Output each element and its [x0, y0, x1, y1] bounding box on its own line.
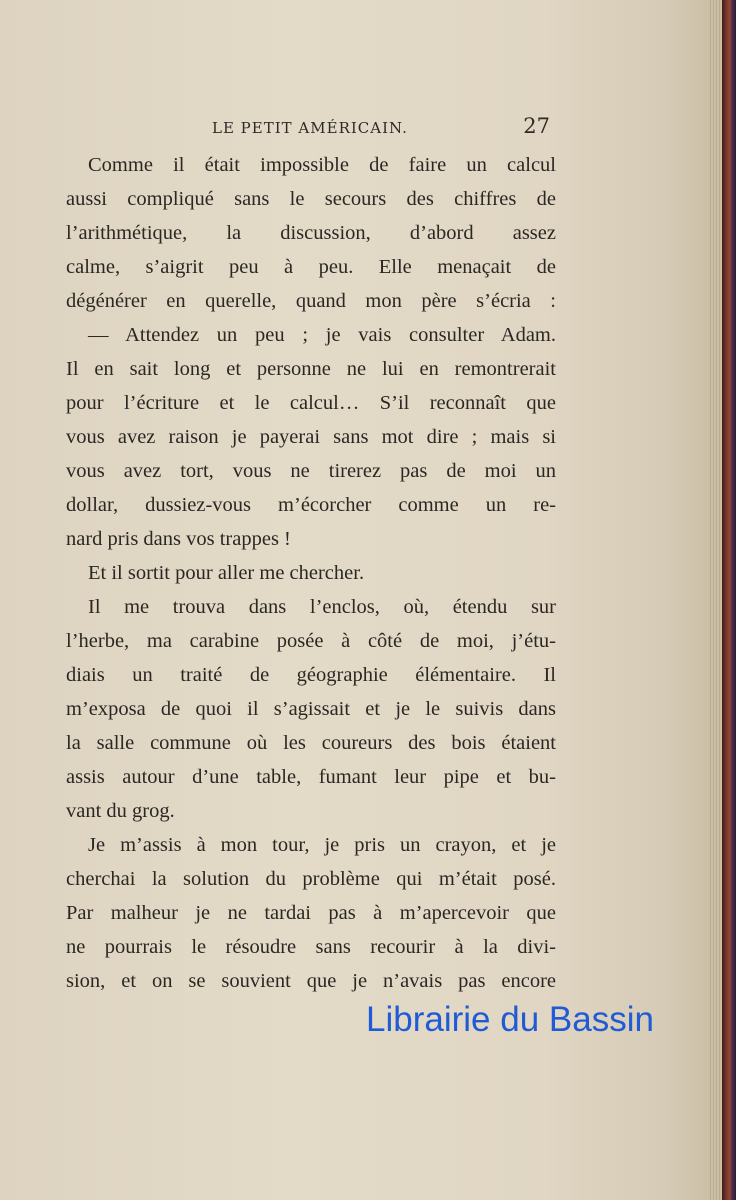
book-cover-edge: [722, 0, 736, 1200]
text-line: cherchai la solution du problème qui m’était posé.: [66, 868, 556, 890]
text-line: calme, s’aigrit peu à peu. Elle menaçait de: [66, 256, 556, 278]
page-number: 27: [523, 114, 550, 138]
running-head: [66, 114, 556, 146]
text-line: Par malheur je ne tardai pas à m’apercevoir que: [66, 902, 556, 924]
body-text: [66, 148, 556, 998]
text-line: l’arithmétique, la discussion, d’abord assez: [66, 222, 556, 244]
text-line: diais un traité de géographie élémentaire. Il: [66, 664, 556, 686]
text-line: — Attendez un peu ; je vais consulter Adam.: [88, 324, 556, 346]
text-line: la salle commune où les coureurs des bois étaient: [66, 732, 556, 754]
text-line: Il en sait long et personne ne lui en remontrerait: [66, 358, 556, 380]
text-line: ne pourrais le résoudre sans recourir à la divi-: [66, 936, 556, 958]
text-line: assis autour d’une table, fumant leur pipe et bu-: [66, 766, 556, 788]
text-line: vant du grog.: [66, 800, 175, 822]
text-line: pour l’écriture et le calcul… S’il reconnaît que: [66, 392, 556, 414]
page-edges: [708, 0, 722, 1200]
text-line: l’herbe, ma carabine posée à côté de moi, j’étu-: [66, 630, 556, 652]
text-line: Comme il était impossible de faire un calcul: [88, 154, 556, 176]
running-head-title: LE PETIT AMÉRICAIN.: [212, 119, 408, 137]
text-line: Et il sortit pour aller me chercher.: [88, 562, 365, 584]
text-line: sion, et on se souvient que je n’avais pas encore: [66, 970, 556, 992]
watermark-text: Librairie du Bassin: [366, 1000, 654, 1039]
text-line: vous avez tort, vous ne tirerez pas de moi un: [66, 460, 556, 482]
text-line: m’exposa de quoi il s’agissait et je le suivis dans: [66, 698, 556, 720]
text-line: Je m’assis à mon tour, je pris un crayon, et je: [88, 834, 556, 856]
text-line: nard pris dans vos trappes !: [66, 528, 291, 550]
text-line: vous avez raison je payerai sans mot dire ; mais si: [66, 426, 556, 448]
text-line: Il me trouva dans l’enclos, où, étendu sur: [88, 596, 556, 618]
text-line: dégénérer en querelle, quand mon père s’écria :: [66, 290, 556, 312]
text-line: dollar, dussiez-vous m’écorcher comme un re-: [66, 494, 556, 516]
text-line: aussi compliqué sans le secours des chiffres de: [66, 188, 556, 210]
